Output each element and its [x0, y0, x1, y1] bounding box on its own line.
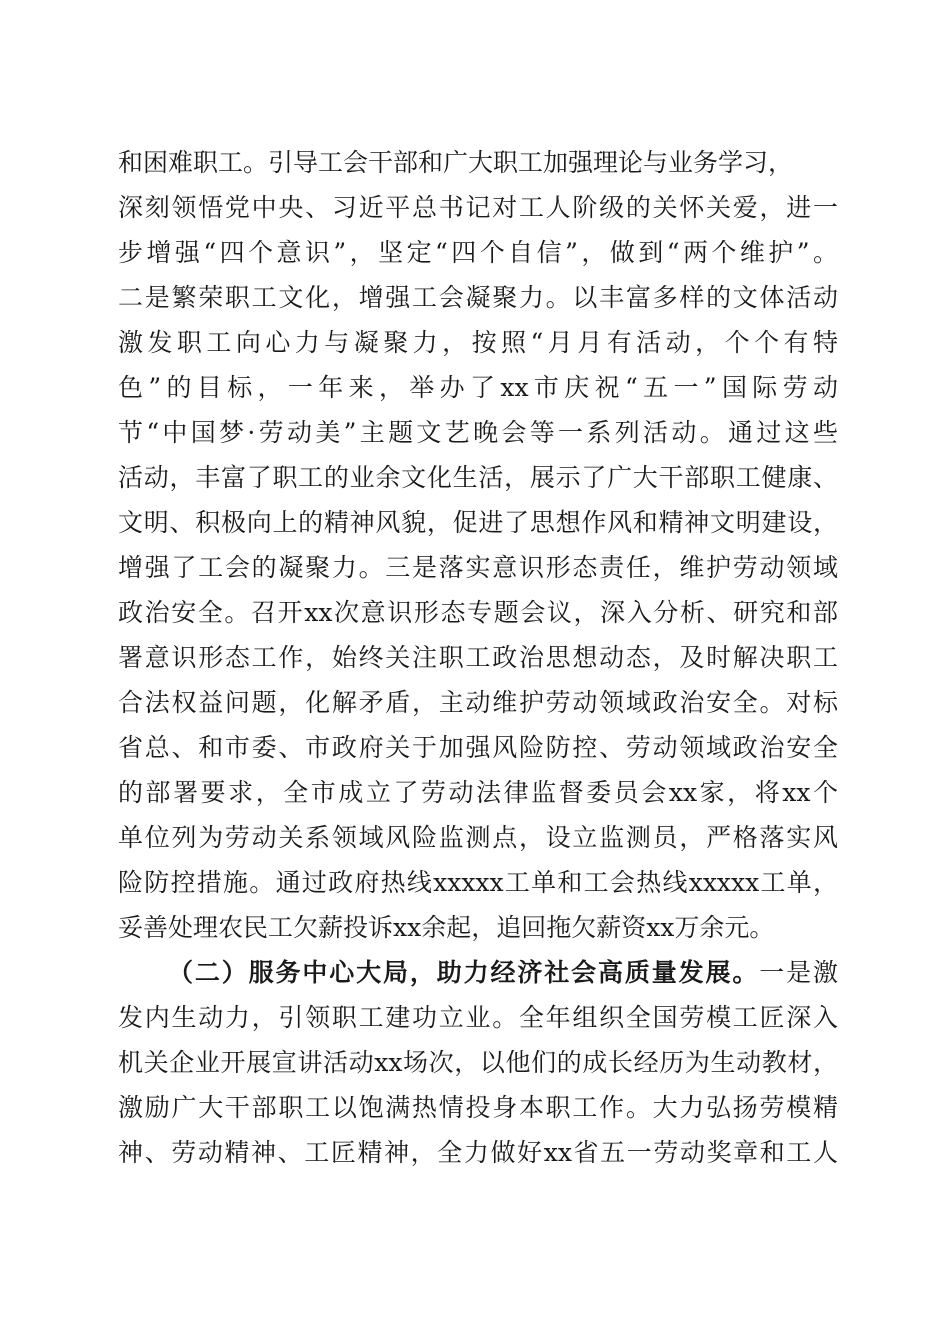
text-line: 险防控措施。通过政府热线xxxxx工单和工会热线xxxxx工单， — [118, 868, 838, 897]
text-line: 署意识形态工作，始终关注职工政治思想动态，及时解决职工 — [118, 643, 838, 672]
text-line: 增强了工会的凝聚力。三是落实意识形态责任，维护劳动领域 — [118, 553, 838, 582]
text-line: 发内生动力，引领职工建功立业。全年组织全国劳模工匠深入 — [118, 1003, 838, 1032]
section-heading-line — [118, 950, 838, 995]
text-line: 色”的目标，一年来，举办了xx市庆祝“五一”国际劳动 — [118, 373, 838, 402]
text-line: 省总、和市委、市政府关于加强风险防控、劳动领域政治安全 — [118, 733, 838, 762]
text-line: 和困难职工。引导工会干部和广大职工加强理论与业务学习， — [118, 148, 794, 177]
text-line: 机关企业开展宣讲活动xx场次，以他们的成长经历为生动教材， — [118, 1048, 838, 1077]
section-heading: （二）服务中心大局，助力经济社会高质量发展。 — [168, 958, 760, 987]
paragraph-section-two — [118, 995, 838, 1175]
section-heading-rest: 一是激 — [759, 958, 838, 987]
text-line: 节“中国梦·劳动美”主题文艺晚会等一系列活动。通过这些 — [118, 418, 838, 447]
text-line: 激发职工向心力与凝聚力，按照“月月有活动，个个有特 — [118, 328, 838, 357]
text-line: 激励广大干部职工以饱满热情投身本职工作。大力弘扬劳模精 — [118, 1093, 838, 1122]
text-line: 深刻领悟党中央、习近平总书记对工人阶级的关怀关爱，进一 — [118, 193, 838, 222]
text-line: 步增强“四个意识”，坚定“四个自信”，做到“两个维护”。 — [118, 238, 838, 267]
text-line: 活动，丰富了职工的业余文化生活，展示了广大干部职工健康、 — [118, 463, 838, 492]
paragraph-continuation — [118, 140, 838, 950]
text-line: 神、劳动精神、工匠精神，全力做好xx省五一劳动奖章和工人 — [118, 1138, 838, 1167]
text-line: 政治安全。召开xx次意识形态专题会议，深入分析、研究和部 — [118, 598, 838, 627]
text-line: 文明、积极向上的精神风貌，促进了思想作风和精神文明建设， — [118, 508, 838, 537]
text-line: 的部署要求，全市成立了劳动法律监督委员会xx家，将xx个 — [118, 778, 838, 807]
text-line: 单位列为劳动关系领域风险监测点，设立监测员，严格落实风 — [118, 823, 838, 852]
body-text — [118, 140, 838, 1175]
text-line: 合法权益问题，化解矛盾，主动维护劳动领域政治安全。对标 — [118, 688, 838, 717]
text-line: 二是繁荣职工文化，增强工会凝聚力。以丰富多样的文体活动 — [118, 283, 838, 312]
text-line: 妥善处理农民工欠薪投诉xx余起，追回拖欠薪资xx万余元。 — [118, 913, 775, 942]
